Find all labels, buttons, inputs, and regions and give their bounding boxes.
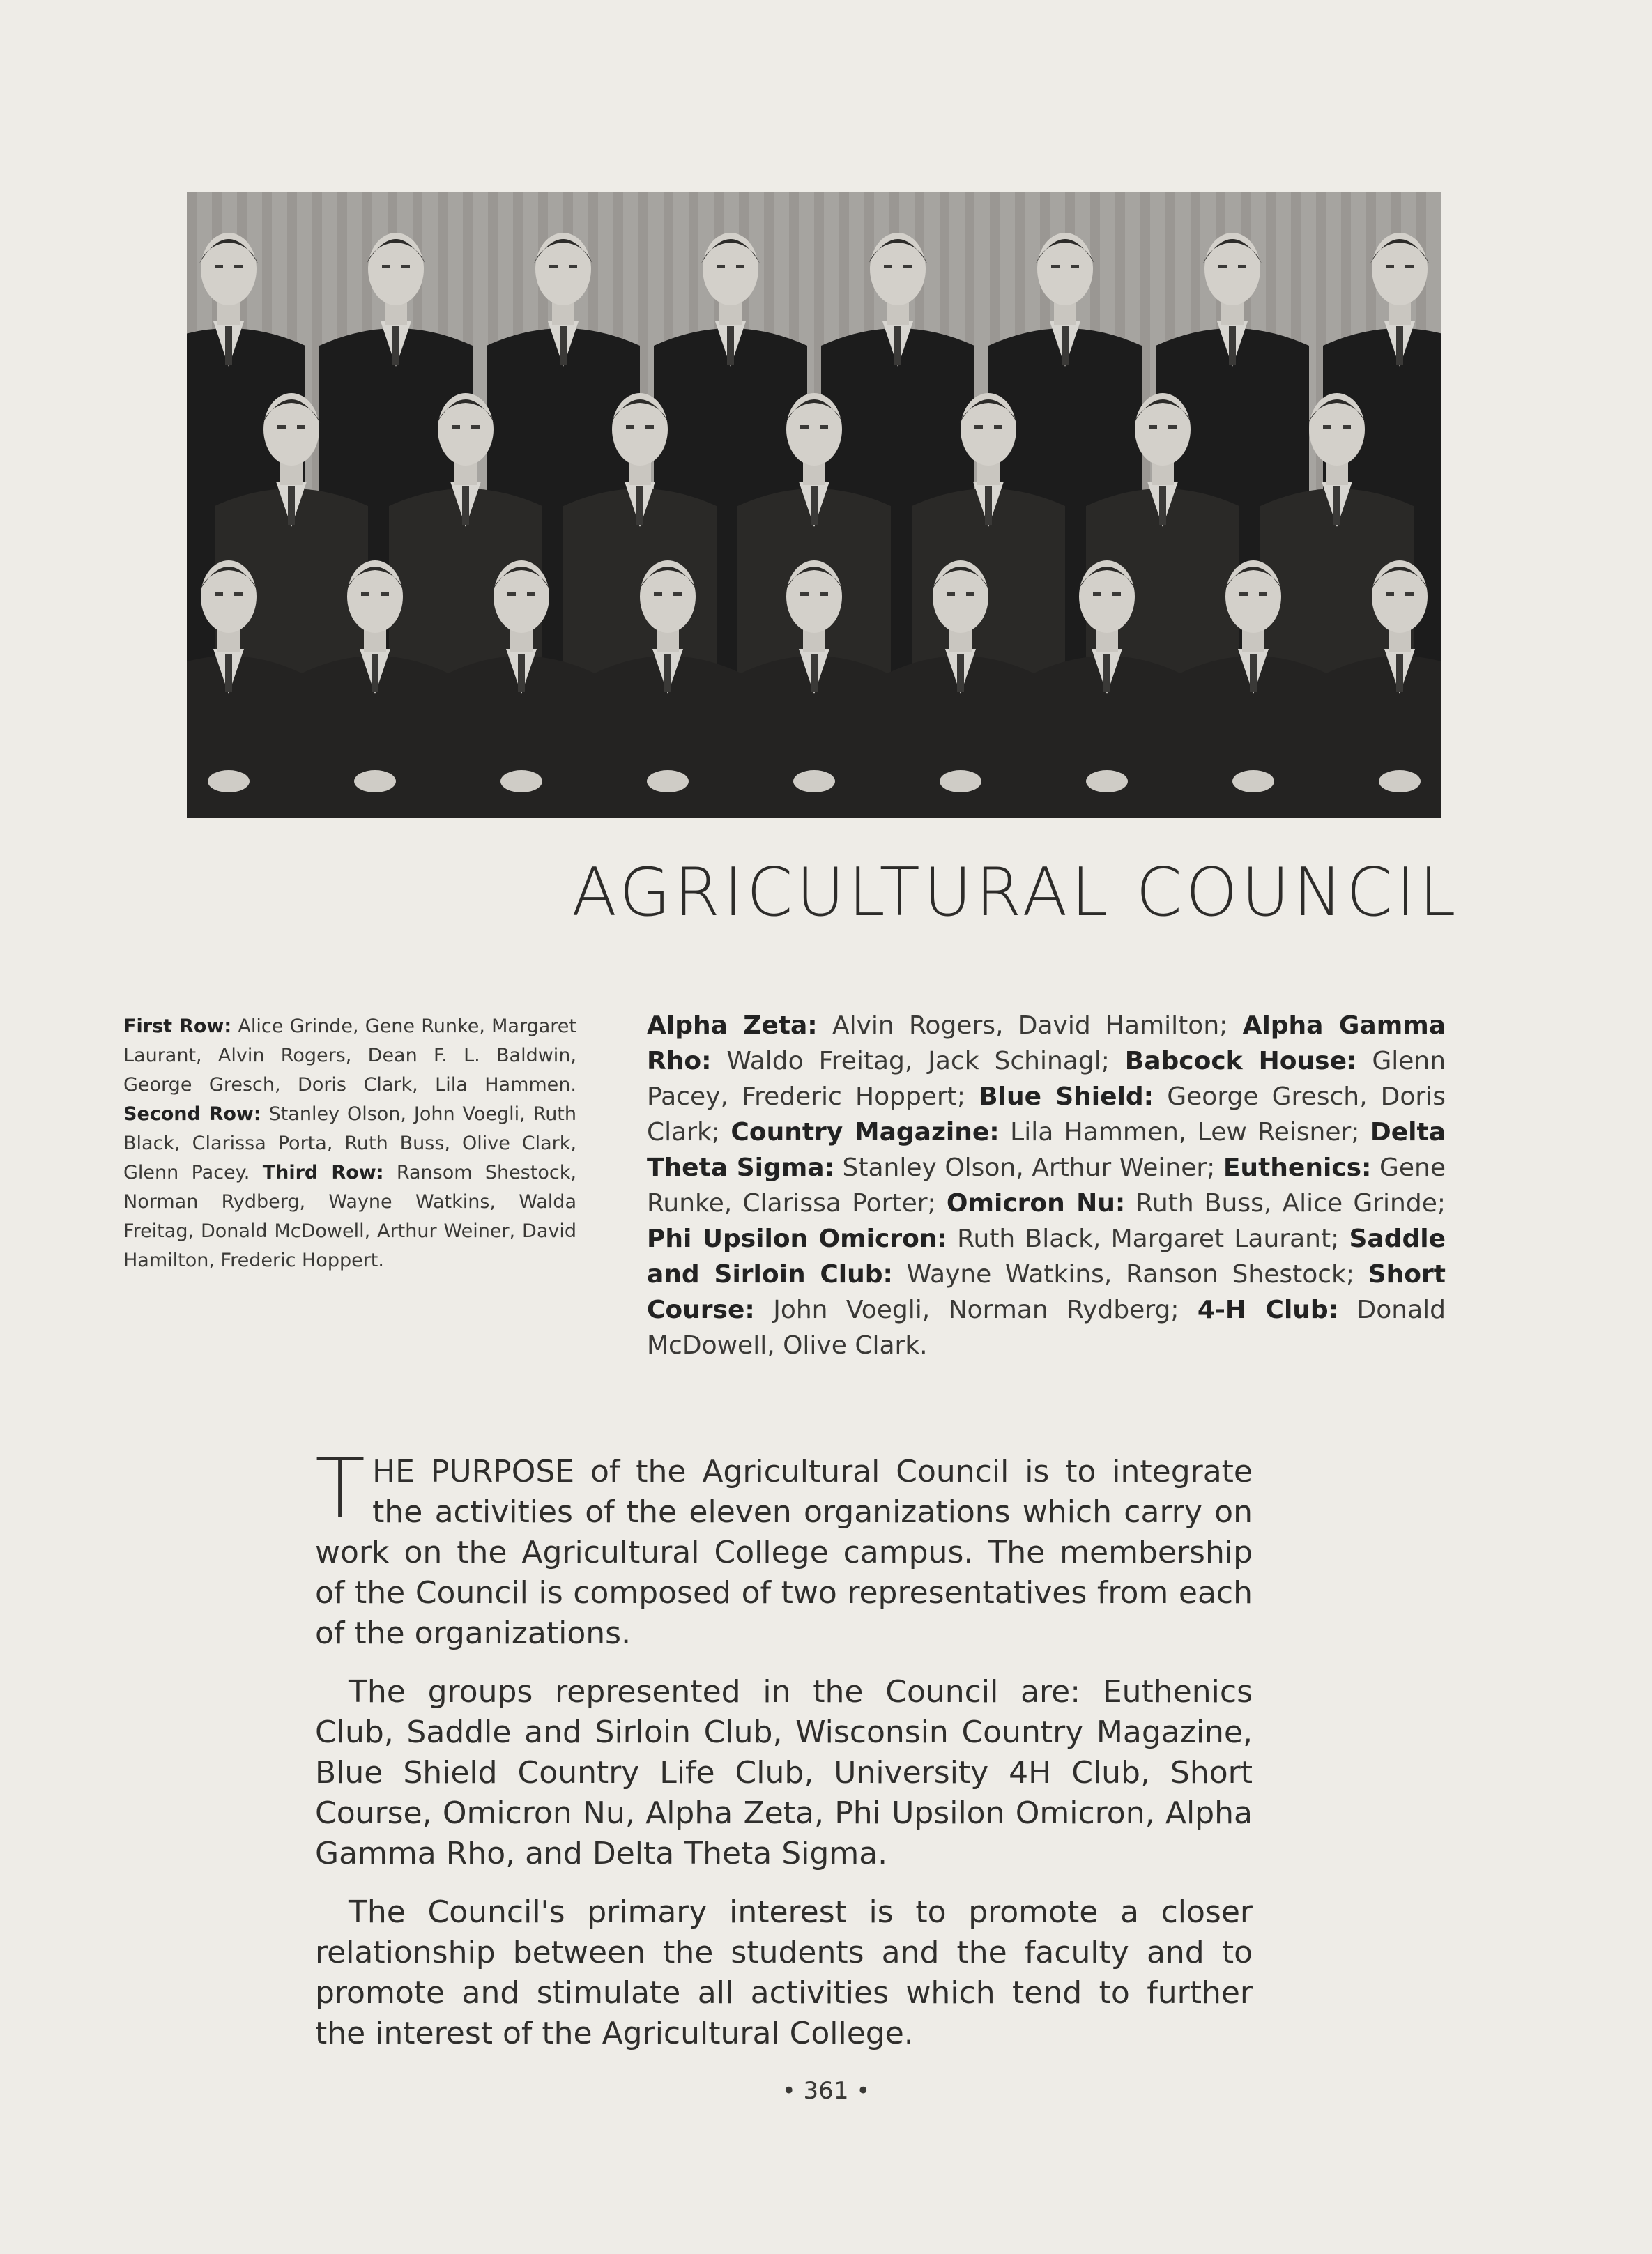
person-face (201, 560, 257, 633)
person-eye (527, 592, 535, 596)
person-tie (727, 326, 734, 365)
organization-names: Waldo Freitag, Jack Schinagl; (711, 1047, 1125, 1075)
person-eye (1405, 592, 1414, 596)
person-tie (894, 326, 901, 365)
person-tie (957, 654, 964, 692)
person-hands (940, 770, 981, 792)
person-face (640, 560, 696, 633)
person-eye (800, 592, 809, 596)
person-face (263, 393, 319, 466)
caption-row-label: Second Row: (123, 1103, 261, 1125)
person-face (703, 233, 758, 305)
person-face (494, 560, 549, 633)
person-face (786, 393, 842, 466)
person-face (1037, 233, 1093, 305)
person-eye (800, 425, 809, 429)
person-tie (1396, 654, 1403, 692)
person-tie (392, 326, 399, 365)
person-tie (811, 486, 818, 525)
person-face (438, 393, 494, 466)
person-tie (225, 326, 232, 365)
organization-representatives (647, 1008, 1446, 1363)
person-eye (673, 592, 682, 596)
organization-label: Blue Shield: (979, 1082, 1154, 1111)
organization-names: Gene Runke, Clarissa Porter; (647, 1153, 1446, 1218)
organization-names: Wayne Watkins, Ranson Shestock; (892, 1260, 1368, 1289)
person-eye (903, 265, 912, 268)
caption-row-label: First Row: (123, 1015, 232, 1037)
person-body (1326, 656, 1441, 818)
organization-label: Alpha Zeta: (647, 1011, 818, 1040)
person-tie (664, 654, 671, 692)
person-eye (1343, 425, 1351, 429)
person-eye (1386, 592, 1394, 596)
organization-names: Alvin Rogers, David Hamilton; (817, 1011, 1243, 1040)
person-face (1372, 560, 1428, 633)
person-eye (966, 592, 974, 596)
organization-names: George Gresch, Doris Clark; (647, 1082, 1446, 1147)
paragraph-interest: The Council's primary interest is to promote a closer relationship between the students and the faculty and to promote and stimulate all activities which tend to further the interest of the Agricultural College. (315, 1894, 1253, 2051)
person-eye (234, 592, 243, 596)
person-eye (381, 592, 389, 596)
person-eye (297, 425, 305, 429)
person-face (612, 393, 668, 466)
caption-row-names: Ransom Shestock, Norman Rydberg, Wayne Watkins, Walda Freitag, Donald McDowell, Arthur Weiner, David Hamilton, Frederic Hoppert. (123, 1162, 576, 1271)
person-tie (462, 486, 469, 525)
organization-label: Phi Upsilon Omicron: (647, 1225, 947, 1253)
person-hands (1086, 770, 1128, 792)
person-body (187, 656, 302, 818)
person-eye (994, 425, 1002, 429)
person-eye (1071, 265, 1079, 268)
caption-row-label: Third Row: (262, 1162, 384, 1183)
person-hands (500, 770, 542, 792)
organization-names: Lila Hammen, Lew Reisner; (999, 1118, 1370, 1147)
person-tie (1229, 326, 1236, 365)
person-tie (288, 486, 295, 525)
person-tie (1250, 654, 1257, 692)
person-eye (215, 265, 223, 268)
person-eye (234, 265, 243, 268)
person-eye (626, 425, 634, 429)
person-eye (361, 592, 369, 596)
group-photo (187, 192, 1441, 818)
organization-label: Country Magazine: (731, 1118, 1000, 1147)
person-tie (1103, 654, 1110, 692)
organization-label: 4-H Club: (1197, 1296, 1339, 1324)
drop-cap: T (315, 1440, 366, 1536)
person-eye (215, 592, 223, 596)
person-face (933, 560, 988, 633)
photo-caption (123, 1012, 576, 1275)
person-eye (507, 592, 516, 596)
person-face (535, 233, 591, 305)
person-eye (452, 425, 460, 429)
person-tie (1333, 486, 1340, 525)
person-eye (654, 592, 662, 596)
paragraph-groups: The groups represented in the Council are: Euthenics Club, Saddle and Sirloin Club, Wisconsin Country Magazine, Blue Shield Country Life Club, University 4H Club, Short Course, Omicron Nu, Alpha Zeta, Phi Upsilon Omicron, Alpha Gamma Rho, and Delta Theta Sigma. (315, 1674, 1253, 1871)
organization-label: Babcock House: (1124, 1047, 1357, 1075)
person-tie (1159, 486, 1166, 525)
person-hands (647, 770, 689, 792)
organization-names: Stanley Olson, Arthur Weiner; (834, 1153, 1223, 1182)
person-eye (820, 592, 828, 596)
person-face (368, 233, 424, 305)
page-title: AGRICULTURAL COUNCIL (572, 854, 1460, 931)
person-hands (208, 770, 250, 792)
organization-label: Saddle and Sirloin Club: (647, 1225, 1446, 1289)
article-body (315, 1440, 1253, 2072)
person-tie (225, 654, 232, 692)
paragraph-purpose-text: HE PURPOSE of the Agricultural Council is to integrate the activities of the eleven organizations which carry on work on the Agricultural College campus. The membership of the Council is composed of two representatives from each of the organizations. (315, 1454, 1253, 1651)
organization-label: Omicron Nu: (946, 1189, 1126, 1218)
person-eye (1149, 425, 1157, 429)
person-eye (1218, 265, 1227, 268)
person-tie (636, 486, 643, 525)
person-tie (811, 654, 818, 692)
person-eye (820, 425, 828, 429)
person-eye (471, 425, 480, 429)
person-face (1225, 560, 1281, 633)
person-tie (1062, 326, 1069, 365)
person-eye (1093, 592, 1101, 596)
person-eye (947, 592, 955, 596)
person-tie (372, 654, 378, 692)
person-face (201, 233, 257, 305)
person-face (347, 560, 403, 633)
person-face (1079, 560, 1135, 633)
person-tie (1396, 326, 1403, 365)
person-hands (354, 770, 396, 792)
organization-label: Delta Theta Sigma: (647, 1118, 1446, 1182)
group-photo-illustration (187, 192, 1441, 818)
organization-label: Euthenics: (1223, 1153, 1372, 1182)
organization-names: John Voegli, Norman Rydberg; (754, 1296, 1198, 1324)
page-number: • 361 • (781, 2077, 871, 2105)
person-eye (1051, 265, 1060, 268)
person-eye (1259, 592, 1267, 596)
person-face (961, 393, 1016, 466)
person-eye (645, 425, 654, 429)
person-eye (277, 425, 286, 429)
person-eye (1238, 265, 1246, 268)
organization-label: Alpha Gamma Rho: (647, 1011, 1446, 1075)
person-eye (1386, 265, 1394, 268)
person-eye (974, 425, 983, 429)
person-eye (736, 265, 744, 268)
person-eye (549, 265, 558, 268)
person-eye (717, 265, 725, 268)
person-hands (1379, 770, 1421, 792)
person-face (786, 560, 842, 633)
person-eye (382, 265, 390, 268)
person-eye (1323, 425, 1331, 429)
person-eye (1168, 425, 1177, 429)
person-face (1372, 233, 1428, 305)
caption-row-names: Alice Grinde, Gene Runke, Margaret Laurant, Alvin Rogers, Dean F. L. Baldwin, George Gresch, Doris Clark, Lila Hammen. (123, 1015, 576, 1096)
person-eye (1239, 592, 1248, 596)
person-eye (1112, 592, 1121, 596)
caption-row-names: Stanley Olson, John Voegli, Ruth Black, Clarissa Porta, Ruth Buss, Olive Clark, Glenn Pacey. (123, 1103, 577, 1183)
person-hands (793, 770, 835, 792)
person-face (870, 233, 926, 305)
person-eye (401, 265, 410, 268)
person-tie (560, 326, 567, 365)
person-eye (884, 265, 892, 268)
organization-names: Glenn Pacey, Frederic Hoppert; (647, 1047, 1446, 1111)
person-tie (518, 654, 525, 692)
person-face (1309, 393, 1365, 466)
person-tie (985, 486, 992, 525)
organization-names: Ruth Black, Margaret Laurant; (947, 1225, 1349, 1253)
person-eye (1405, 265, 1414, 268)
organization-names: Donald McDowell, Olive Clark. (647, 1296, 1446, 1360)
person-eye (569, 265, 577, 268)
organization-label: Short Course: (647, 1260, 1446, 1324)
person-face (1204, 233, 1260, 305)
organization-names: Ruth Buss, Alice Grinde; (1125, 1189, 1446, 1218)
person-hands (1232, 770, 1274, 792)
paragraph-purpose (315, 1440, 1253, 1654)
person-face (1135, 393, 1191, 466)
